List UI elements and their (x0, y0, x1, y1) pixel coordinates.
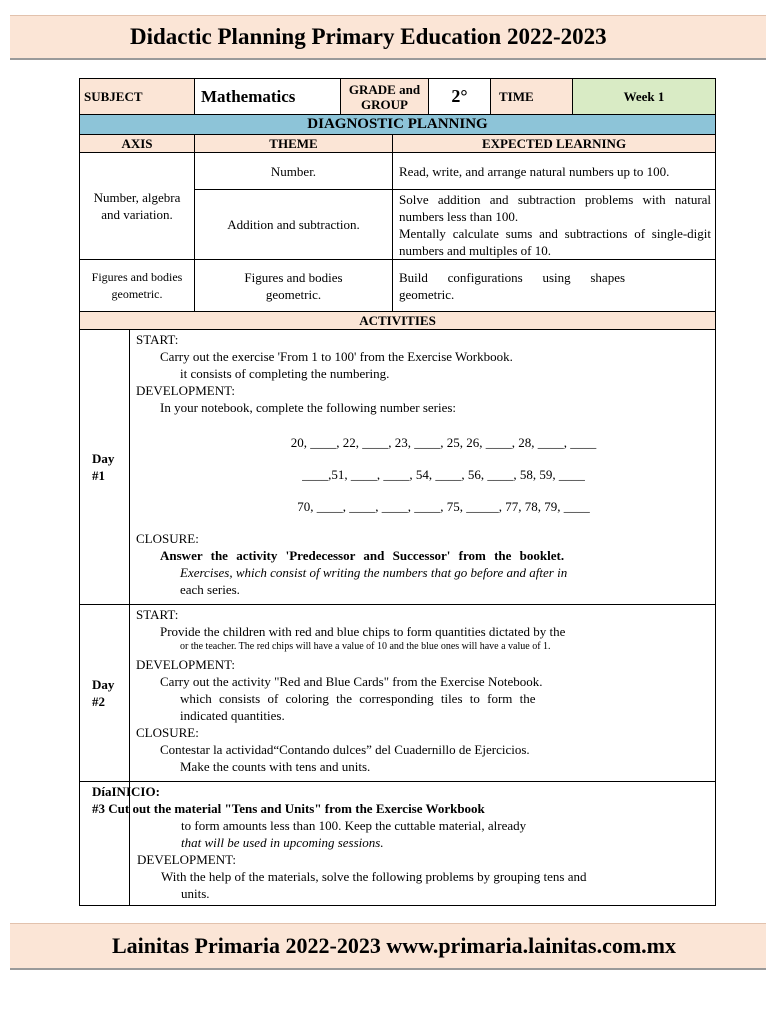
day-activities (130, 330, 716, 605)
diagnostic-title: DIAGNOSTIC PLANNING (80, 115, 716, 135)
number-series: 20, ____, 22, ____, 23, ____, 25, 26, ____, 28, ____, ____ (290, 435, 597, 450)
header-banner (10, 15, 766, 60)
day-label: Day #2 (80, 605, 130, 782)
development-heading: DEVELOPMENT: (137, 852, 237, 867)
grade-value: 2° (429, 79, 491, 115)
start-heading: START: (136, 332, 179, 347)
learning-text: Mentally calculate sums and subtractions of single-digit numbers and multiples of 10. (399, 225, 712, 258)
activity-text: it consists of completing the numbering. (180, 366, 390, 381)
activity-text: to form amounts less than 100. Keep the cuttable material, already (181, 818, 527, 833)
theme-cell: Figures and bodies geometric. (195, 260, 393, 312)
footer-text: Lainitas Primaria 2022-2023 www.primaria.lainitas.com.mx (112, 933, 677, 958)
axis-cell: Figures and bodies geometric. (80, 260, 195, 312)
info-table (79, 78, 716, 115)
activity-text: With the help of the materials, solve the following problems by grouping tens and (161, 869, 587, 884)
page-title: Didactic Planning Primary Education 2022-2023 (130, 24, 607, 49)
activity-text: Provide the children with red and blue chips to form quantities dictated by the (160, 624, 566, 639)
grade-label: GRADE and GROUP (341, 79, 429, 115)
theme-cell: Number. (195, 153, 393, 190)
activity-text: Answer the activity 'Predecessor and Successor' from the booklet. (160, 548, 565, 563)
time-label: TIME (491, 79, 573, 115)
number-series: 70, ____, ____, ____, ____, 75, _____, 77, 78, 79, ____ (297, 499, 590, 514)
planning-document (79, 78, 715, 906)
activity-text: indicated quantities. (180, 708, 285, 723)
learning-cell: Read, write, and arrange natural numbers up to 100. (393, 153, 716, 190)
closure-heading: CLOSURE: (136, 725, 199, 740)
axis-cell: Number, algebra and variation. (80, 153, 195, 260)
footer-banner (10, 923, 766, 970)
activity-text: Contestar la actividad“Contando dulces” del Cuadernillo de Ejercicios. (160, 742, 530, 757)
activity-text: In your notebook, complete the following number series: (160, 400, 457, 415)
day-label: DíaINICIO: (92, 784, 160, 799)
activities-table (79, 329, 716, 906)
learning-cell: Build configurations using shapes geometric. (393, 260, 716, 312)
day-label: Day #1 (80, 330, 130, 605)
activity-text: each series. (180, 582, 240, 597)
learning-header: EXPECTED LEARNING (393, 135, 716, 153)
diagnostic-table (79, 114, 716, 330)
time-value: Week 1 (573, 79, 716, 115)
activity-text: Carry out the exercise 'From 1 to 100' from the Exercise Workbook. (160, 349, 513, 364)
learning-text: Solve addition and subtraction problems with natural numbers less than 100. (399, 191, 712, 224)
day-3-cell (80, 782, 716, 906)
closure-heading: CLOSURE: (136, 531, 199, 546)
start-heading: START: (136, 607, 179, 622)
activities-title: ACTIVITIES (80, 312, 716, 330)
development-heading: DEVELOPMENT: (136, 383, 236, 398)
day-activities (130, 605, 716, 782)
development-heading: DEVELOPMENT: (136, 657, 236, 672)
activity-text: which consists of coloring the corresponding tiles to form the (180, 691, 536, 706)
activity-text: Carry out the activity "Red and Blue Cards" from the Exercise Notebook. (160, 674, 543, 689)
activity-text: that will be used in upcoming sessions. (181, 835, 384, 850)
learning-cell (393, 190, 716, 260)
subject-value: Mathematics (195, 79, 341, 115)
activity-text: units. (181, 886, 210, 901)
activity-text: Make the counts with tens and units. (180, 759, 371, 774)
theme-cell: Addition and subtraction. (195, 190, 393, 260)
theme-header: THEME (195, 135, 393, 153)
axis-header: AXIS (80, 135, 195, 153)
activity-text: #3 Cut out the material "Tens and Units" from the Exercise Workbook (92, 801, 485, 816)
activity-text: or the teacher. The red chips will have a value of 10 and the blue ones will have a value of 1. (180, 641, 551, 652)
number-series: ____,51, ____, ____, 54, ____, 56, ____, 58, 59, ____ (302, 467, 585, 482)
activity-text: Exercises, which consist of writing the numbers that go before and after in (180, 565, 568, 580)
subject-label: SUBJECT (80, 79, 195, 115)
